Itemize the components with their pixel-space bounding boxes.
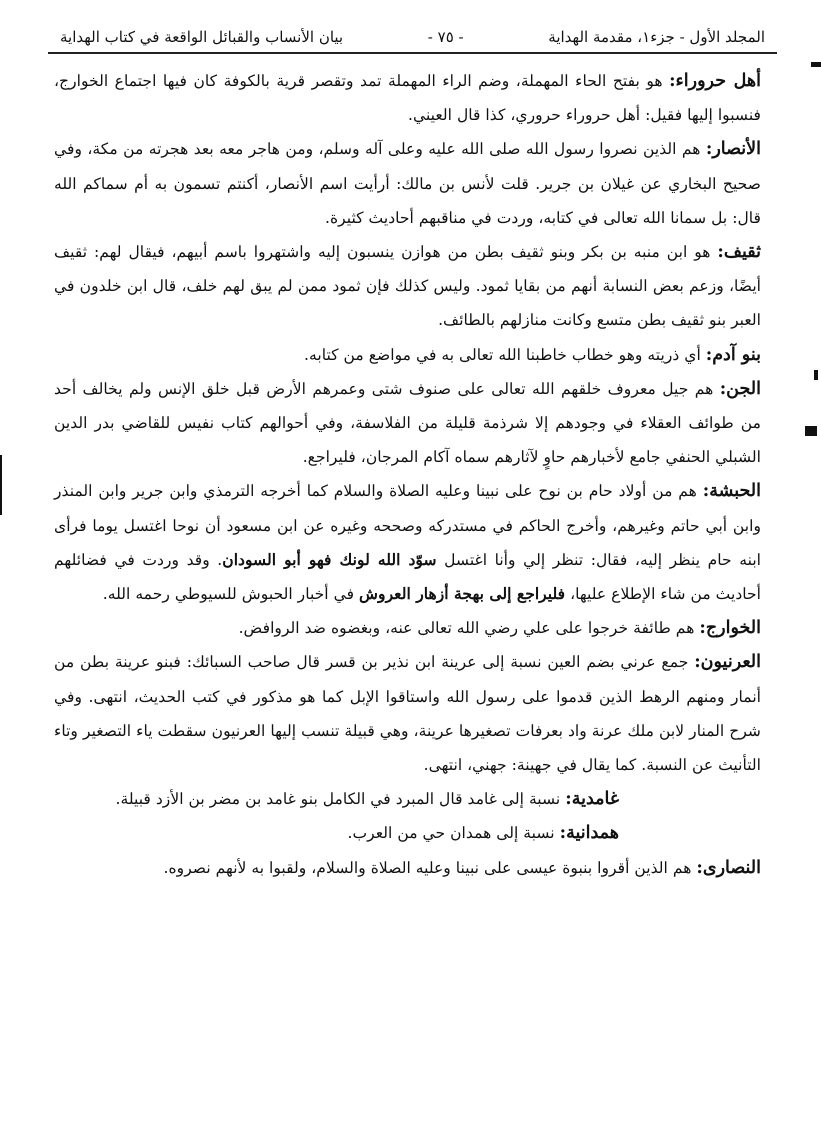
glossary-entry-uraniyun bbox=[54, 645, 769, 782]
entry-term: الجن: bbox=[719, 378, 761, 399]
entry-term: الحبشة: bbox=[702, 481, 761, 502]
entry-text: هم الذين نصروا رسول الله صلى الله عليه وعلى آله وسلم، ومن هاجر معه بعد هجرته من مكة، وفي صحيح البخاري عن غيلان بن جرير. قلت لأنس بن مالك: أرأيت اسم الأنصار، أكنتم تسمون به أم سماكم الله قال: بل سمانا الله تعالى في كتابه، وردت في مناقبهم أحاديث كثيرة. bbox=[54, 140, 761, 227]
entry-text: هم جيل معروف خلقهم الله تعالى على صنوف شتى وعمرهم الأرض قبل خلق الإنس ولم يخالف أحد من طوائف العقلاء في وجودهم إلا شرذمة قليلة من الفلاسفة، وفي أحوالهم كتاب نفيس للقاضي بدر الدين الشبلي الحنفي جامع لأخبارهم حاوٍ لآثارهم سماه آكام المرجان، فليراجع. bbox=[54, 379, 761, 467]
scan-mark-middle bbox=[814, 370, 818, 380]
entry-term: النصارى: bbox=[696, 857, 761, 878]
entry-text-continued: . وقد وردت في فضائلهم أحاديث من شاء الإطلاع عليها، bbox=[54, 550, 761, 604]
entry-text: نسبة إلى همدان حي من العرب. bbox=[347, 824, 555, 843]
entry-term: همدانية: bbox=[559, 823, 619, 844]
glossary-entry-habasha bbox=[54, 474, 769, 611]
entry-term: الخوارج: bbox=[699, 618, 761, 639]
scan-mark-arrow bbox=[805, 426, 817, 436]
entry-bold-quote: سوّد الله لونك فهو أبو السودان bbox=[222, 549, 437, 569]
entry-text: هم طائفة خرجوا على علي رضي الله تعالى عنه، وبغضوه ضد الروافض. bbox=[238, 619, 695, 638]
entry-term: أهل حروراء: bbox=[669, 71, 761, 91]
scan-mark-top bbox=[811, 62, 821, 67]
entry-text: نسبة إلى غامد قال المبرد في الكامل بنو غامد بن مضر بن الأزد قبيلة. bbox=[115, 790, 561, 809]
glossary-entry-thaqif bbox=[54, 235, 769, 338]
entry-text: هم الذين أقروا بنبوة عيسى على نبينا وعليه الصلاة والسلام، ولقبوا به لأنهم نصروه. bbox=[163, 858, 692, 877]
glossary-entry-bani-adam bbox=[54, 338, 769, 372]
header-volume-title: المجلد الأول - جزء١، مقدمة الهداية bbox=[548, 28, 765, 46]
entry-term: غامدية: bbox=[565, 789, 619, 810]
glossary-entry-hamdaniya bbox=[54, 816, 769, 850]
glossary-entry-ghamidiya bbox=[54, 782, 769, 816]
header-section-title: بيان الأنساب والقبائل الواقعة في كتاب الهداية bbox=[60, 28, 344, 46]
entry-term: العرنيون: bbox=[694, 652, 761, 673]
entry-term: بنو آدم: bbox=[705, 344, 761, 365]
running-header bbox=[48, 26, 777, 54]
page-number: - ٧٥ - bbox=[427, 28, 464, 46]
entry-term: الأنصار: bbox=[705, 139, 761, 160]
entry-text: هو بفتح الحاء المهملة، وضم الراء المهملة تمد وتقصر قرية بالكوفة كان فيها اجتماع الخوارج، فنسبوا إليها فقيل: أهل حروراء حروري، كذا قال العيني. bbox=[54, 72, 761, 125]
entry-text: هم من أولاد حام بن نوح على نبينا وعليه الصلاة والسلام كما أخرجه الترمذي وابن جرير وابن المنذر وابن أبي حاتم وغيرهم، وأخرج الحاكم في مستدركه وصححه وغيره عن ابن مسعود أن نوحا اغتسل يوما فرأى ابنه حام ينظر إليه، فقال: تنظر إلي وأنا اغتسل bbox=[54, 482, 761, 569]
glossary-body bbox=[48, 64, 777, 885]
glossary-entry-khawarij bbox=[54, 611, 769, 645]
glossary-entry-nasara bbox=[54, 851, 769, 885]
scan-mark-left-bar bbox=[0, 455, 2, 515]
entry-text: هو ابن منبه بن بكر وبنو ثقيف بطن من هوازن ينسبون إليه واشتهروا باسم أبيهم، فيقال لهم: ثقيف أيضًا، وزعم بعض النسابة أنهم من بقايا ثمود. وليس كذلك فإن ثمود ممن لم يبق لهم خلف، قال ابن خلدون في العبر بنو ثقيف بطن متسع وكانت منازلهم بالطائف. bbox=[54, 243, 761, 330]
entry-text-end: في أخبار الحبوش للسيوطي رحمه الله. bbox=[102, 585, 355, 604]
entry-text: أي ذريته وهو خطاب خاطبنا الله تعالى به في مواضع من كتابه. bbox=[304, 345, 701, 364]
entry-term: ثقيف: bbox=[717, 242, 761, 263]
glossary-entry-jinn bbox=[54, 372, 769, 475]
glossary-entry-ansar bbox=[54, 132, 769, 235]
glossary-entry-harura bbox=[54, 64, 769, 132]
entry-text: جمع عرني بضم العين نسبة إلى عرينة ابن نذير بن قسر قال صاحب السبائك: فبنو عرينة بطن من أنمار ومنهم الرهط الذين قدموا على رسول الله واستاقوا الإبل كما هو مذكور في كتب الحديث، انتهى. وفي شرح المنار لابن ملك عرنة واد بعرفات تصغيرها عرينة، وهي قبيلة تنسب إليها العرنيون سقطت ياء التصغير وتاء التأنيث عن النسبة. كما يقال في جهينة: جهني، انتهى. bbox=[54, 653, 761, 775]
entry-bold-reference: فليراجع إلى بهجة أزهار العروش bbox=[359, 584, 566, 604]
